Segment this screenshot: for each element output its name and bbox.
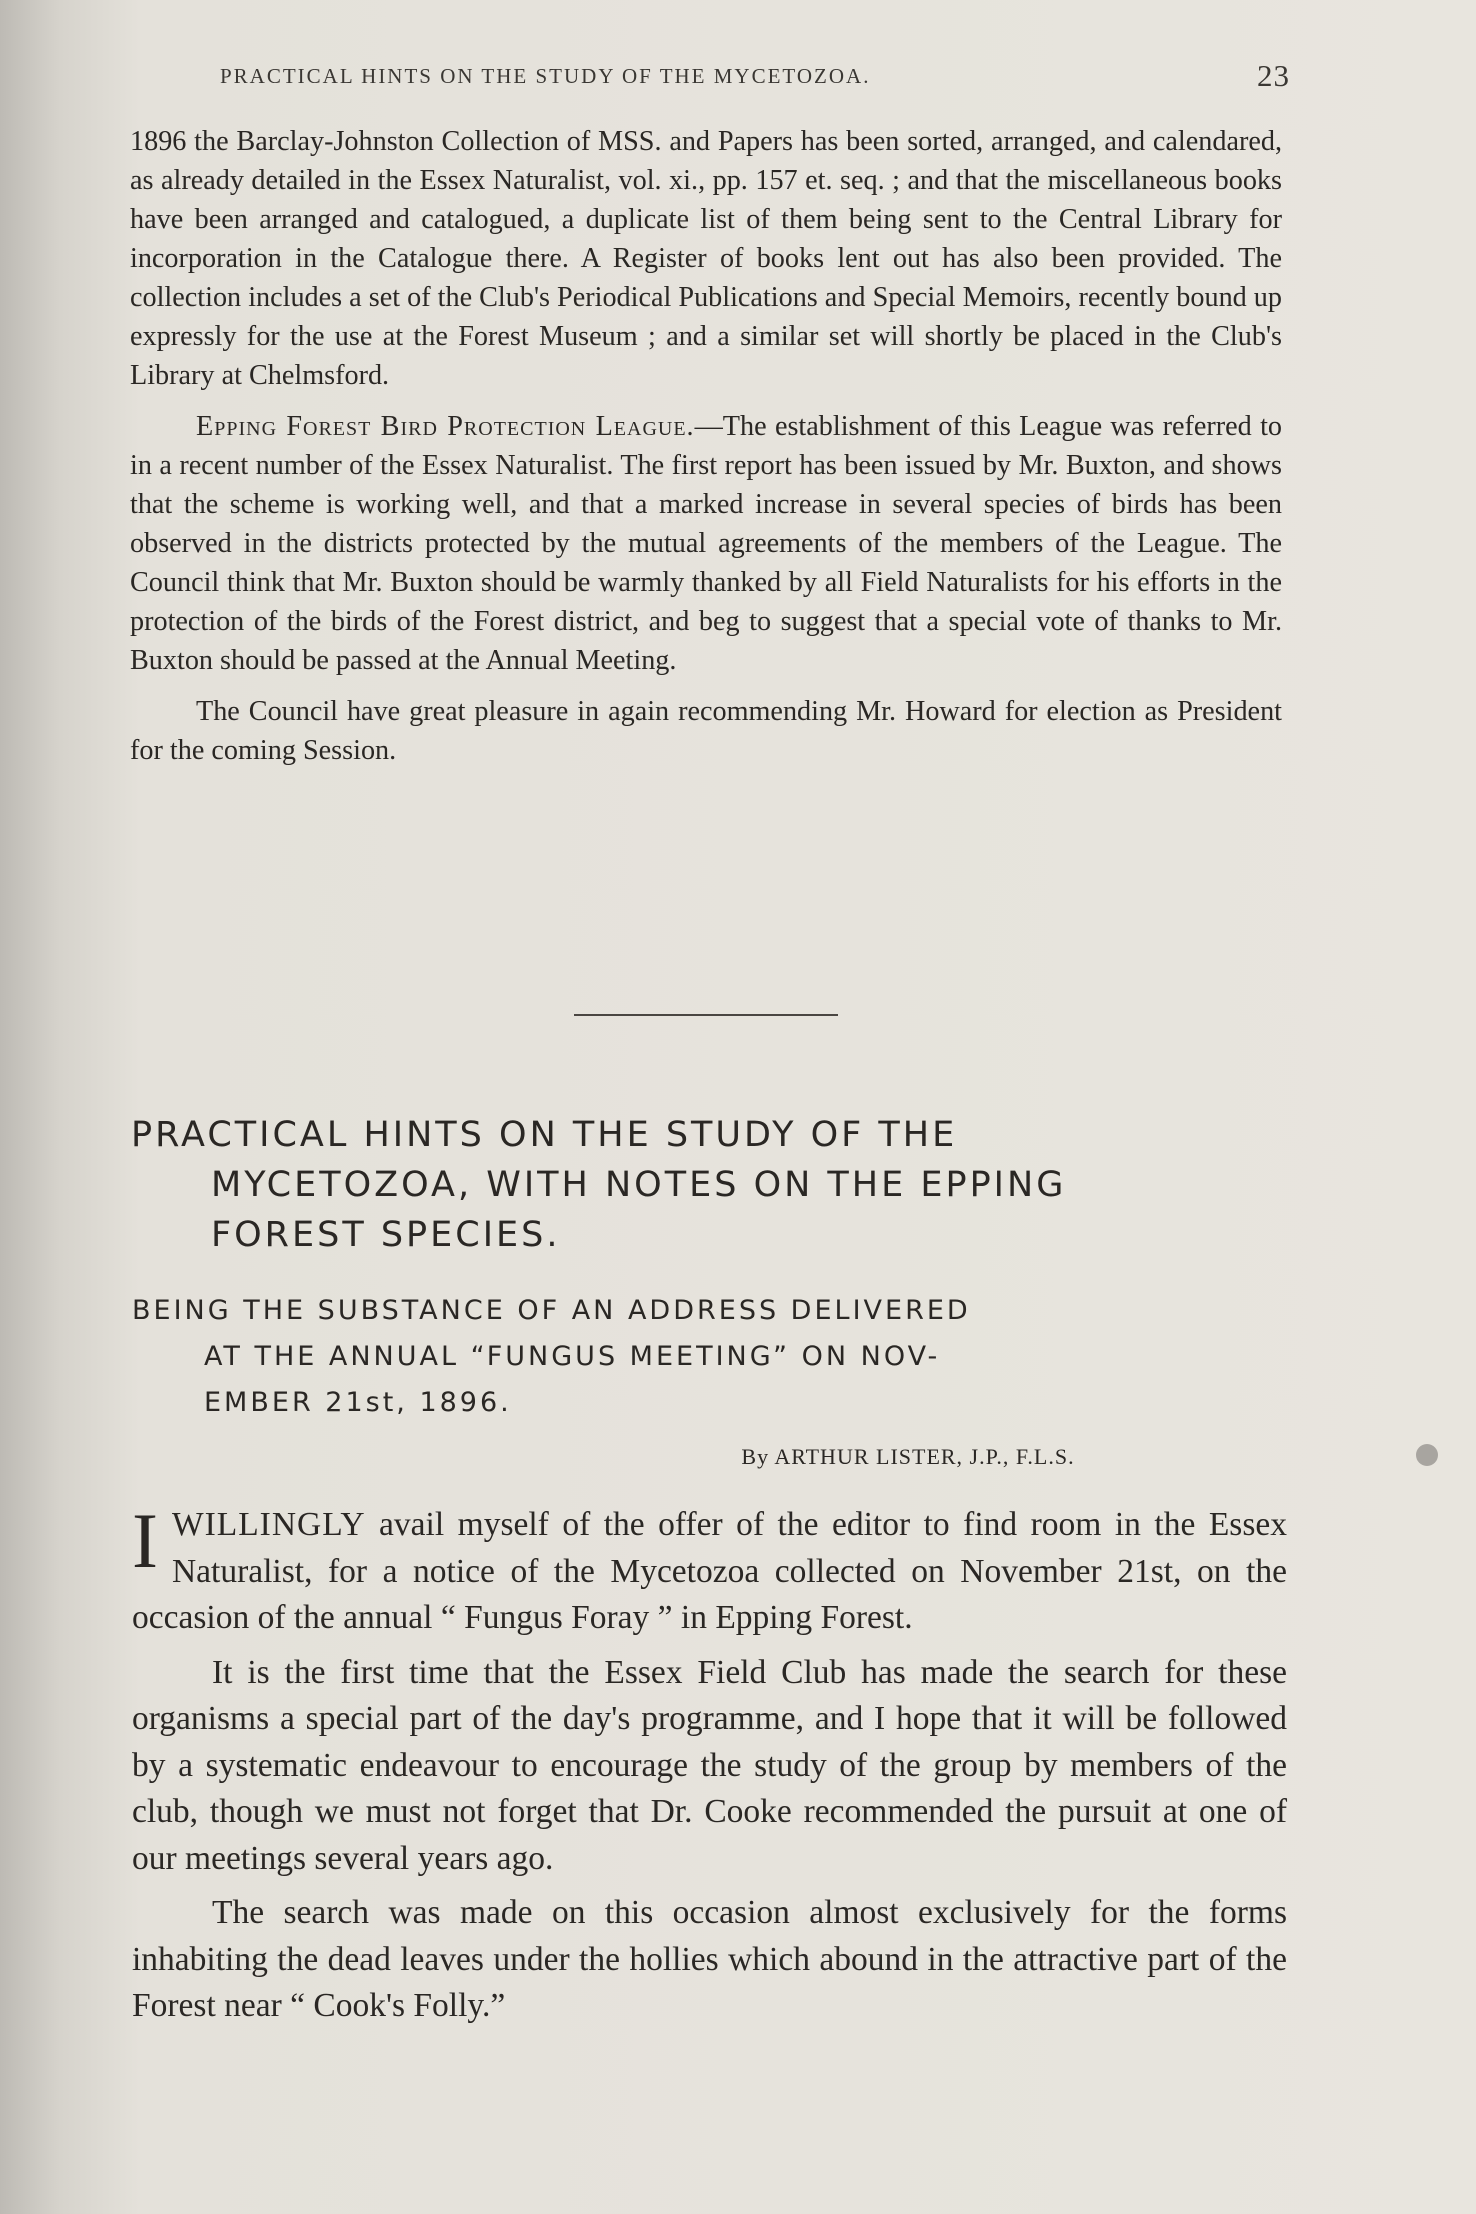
subtitle-line-3: EMBER 21st, 1896. xyxy=(204,1387,512,1418)
ink-smudge xyxy=(1416,1444,1438,1466)
article-title-line-1: PRACTICAL HINTS ON THE STUDY OF THE xyxy=(131,1115,958,1155)
report-paragraph-1: 1896 the Barclay-Johnston Collection of MSS. and Papers has been sorted, arranged, and calendared, as already detailed in the Essex Naturalist, vol. xi., pp. 157 et. seq. ; and that the miscellaneous books have been arranged and catalogued, a duplicate list of them being sent to the Central Library for incorporation in the Catalogue there. A Register of books lent out has also been provided. The collection includes a set of the Club's Periodical Publications and Special Memoirs, recently bound up expressly for the use at the Forest Museum ; and a similar set will shortly be placed in the Club's Library at Chelmsford. xyxy=(130,126,1282,391)
first-word: WILLINGLY xyxy=(171,1506,366,1543)
author-line: By ARTHUR LISTER, J.P., F.L.S. xyxy=(741,1444,1075,1469)
article-title-line-2: MYCETOZOA, WITH NOTES ON THE EPPING xyxy=(211,1165,1067,1205)
article-paragraph-1-text: avail myself of the offer of the editor to find room in the Essex Naturalist, for a notice of the Mycetozoa collected on November 21st, on the occasion of the annual “ Fungus Foray ” in Epping Forest. xyxy=(132,1506,1287,1636)
section-divider xyxy=(574,1014,838,1016)
running-title: PRACTICAL HINTS ON THE STUDY OF THE MYCETOZOA. xyxy=(220,64,871,88)
article-body xyxy=(132,1497,1287,2038)
article-paragraph-3: The search was made on this occasion almost exclusively for the forms inhabiting the dead leaves under the hollies which abound in the attractive part of the Forest near “ Cook's Folly.” xyxy=(132,1894,1287,2024)
subtitle-line-2: AT THE ANNUAL “FUNGUS MEETING” ON NOV- xyxy=(204,1341,941,1372)
report-paragraph-3: The Council have great pleasure in again recommending Mr. Howard for election as President for the coming Session. xyxy=(130,696,1282,766)
article-paragraph-1 xyxy=(132,1497,1287,1642)
drop-cap: I xyxy=(132,1497,158,1584)
running-head xyxy=(220,58,1290,93)
article-subtitle xyxy=(132,1288,1282,1426)
subtitle-line-1: BEING THE SUBSTANCE OF AN ADDRESS DELIVERED xyxy=(132,1295,971,1326)
page-number: 23 xyxy=(1257,58,1290,93)
council-report xyxy=(130,122,1282,770)
byline xyxy=(0,1444,1476,1470)
article-paragraph-2: It is the first time that the Essex Field Club has made the search for these organisms a special part of the day's programme, and I hope that it will be followed by a systematic endeavour to encourage the study of the group by members of the club, though we must not forget that Dr. Cooke recommended the pursuit at one of our meetings several years ago. xyxy=(132,1653,1287,1877)
report-paragraph-2 xyxy=(130,407,1282,680)
bird-league-text: —The establishment of this League was referred to in a recent number of the Essex Naturalist. The first report has been issued by Mr. Buxton, and shows that the scheme is working well, and that a marked increase in several species of birds has been observed in the districts protected by the mutual agreements of the members of the League. The Council think that Mr. Buxton should be warmly thanked by all Field Naturalists for his efforts in the protection of the birds of the Forest district, and beg to suggest that a special vote of thanks to Mr. Buxton should be passed at the Annual Meeting. xyxy=(130,411,1282,676)
bird-league-heading: Epping Forest Bird Protection League. xyxy=(196,411,695,442)
article-title xyxy=(132,1110,1282,1260)
article-title-line-3: FOREST SPECIES. xyxy=(211,1215,561,1255)
